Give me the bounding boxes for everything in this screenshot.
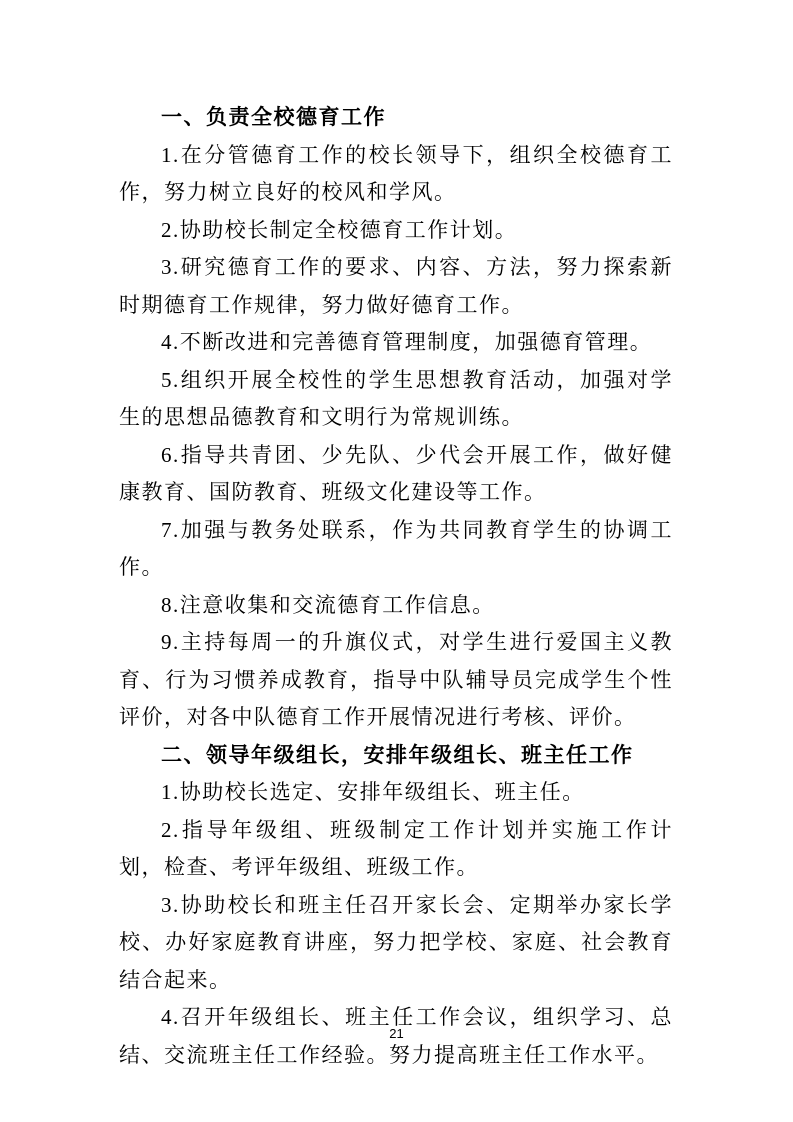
section-1-paragraph-3: 3.研究德育工作的要求、内容、方法，努力探索新时期德育工作规律，努力做好德育工作。 [119, 255, 673, 317]
section-2-paragraph-1: 1.协助校长选定、安排年级组长、班主任。 [161, 780, 585, 804]
document-content [119, 99, 673, 1074]
section-1-paragraph-1: 1.在分管德育工作的校长领导下，组织全校德育工作，努力树立良好的校风和学风。 [119, 142, 673, 204]
section-1-paragraph-9: 9.主持每周一的升旗仪式，对学生进行爱国主义教育、行为习惯养成教育，指导中队辅导员完成学生个性评价，对各中队德育工作开展情况进行考核、评价。 [119, 630, 673, 729]
section-2-paragraph-3: 3.协助校长和班主任召开家长会、定期举办家长学校、办好家庭教育讲座，努力把学校、家庭、社会教育结合起来。 [119, 892, 673, 992]
section-1-paragraph-8: 8.注意收集和交流德育工作信息。 [161, 592, 495, 617]
section-2-heading: 二、领导年级组长，安排年级组长、班主任工作 [161, 742, 634, 767]
section-2-paragraph-2: 2.指导年级组、班级制定工作计划并实施工作计划，检查、考评年级组、班级工作。 [119, 817, 673, 879]
page-number: 21 [389, 1026, 404, 1041]
section-1-paragraph-4: 4.不断改进和完善德育管理制度，加强德育管理。 [161, 330, 653, 354]
section-1-paragraph-5: 5.组织开展全校性的学生思想教育活动，加强对学生的思想品德教育和文明行为常规训练。 [119, 367, 673, 429]
section-1-paragraph-2: 2.协助校长制定全校德育工作计划。 [161, 217, 518, 242]
section-1-heading: 一、负责全校德育工作 [161, 105, 386, 129]
section-1-paragraph-6: 6.指导共青团、少先队、少代会开展工作，做好健康教育、国防教育、班级文化建设等工作。 [119, 442, 673, 504]
section-2-paragraph-4: 4.召开年级组长、班主任工作会议，组织学习、总结、交流班主任工作经验。努力提高班主任工作水平。 [119, 1005, 673, 1067]
section-1-paragraph-7: 7.加强与教务处联系，作为共同教育学生的协调工作。 [119, 517, 673, 579]
